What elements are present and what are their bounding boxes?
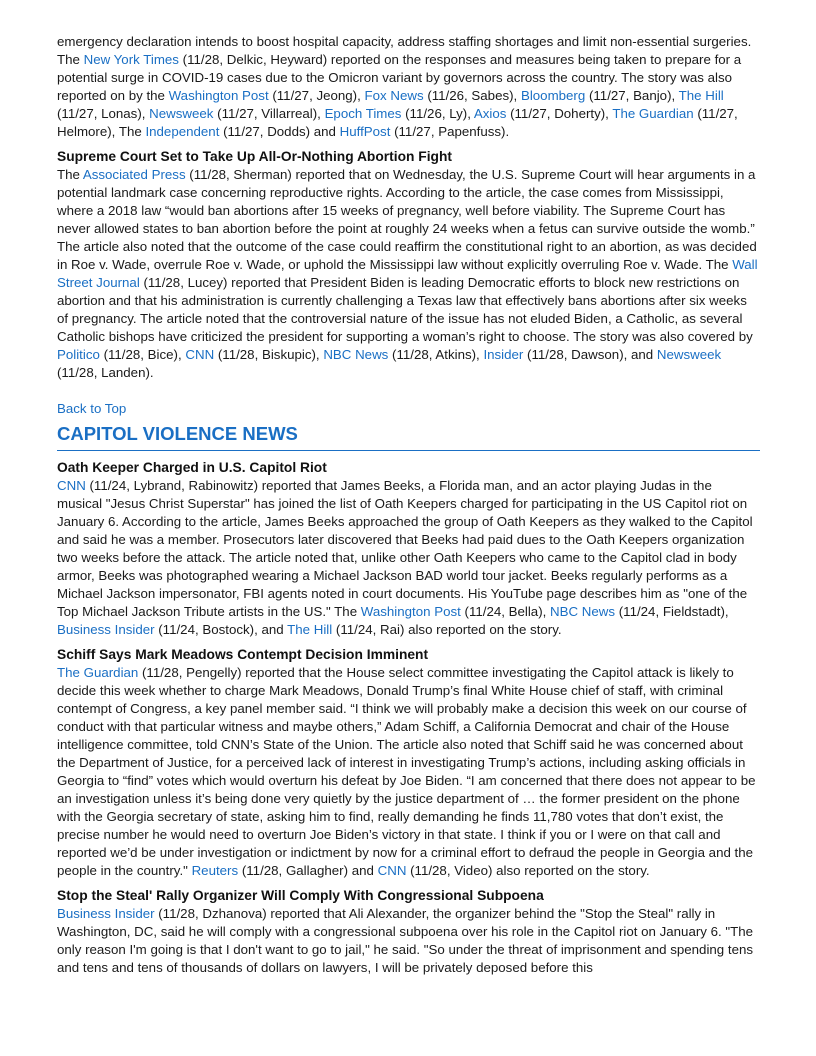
story-supreme-court <box>57 148 760 382</box>
link-cnn[interactable]: CNN <box>185 347 215 362</box>
story-stop-the-steal <box>57 887 760 977</box>
story-body: Business Insider (11/28, Dzhanova) reported that Ali Alexander, the organizer behind the "Stop the Steal" rally in Washington, DC, said he will comply with a congressional subpoena over his role in the Capitol riot on January 6. "The only reason I'm going is that I don't want to go to jail," he said. "So under the threat of imprisonment and spending tens and tens and tens of thousands of dollars on lawyers, I will be privately deposed before this <box>57 906 754 975</box>
story-heading: Schiff Says Mark Meadows Contempt Decision Imminent <box>57 647 429 662</box>
link-cnn[interactable]: CNN <box>377 863 407 878</box>
story-body: The Guardian (11/28, Pengelly) reported that the House select committee investigating the Capitol attack is likely to decide this week whether to charge Mark Meadows, Donald Trump’s final White House chief of staff, with criminal contempt of Congress, a key panel member said. “I think we will probably make a decision this week on our course of conduct with that particular witness and maybe others,” Adam Schiff, a California Democrat and chair of the House intelligence committee, told CNN’s State of the Union. The article also noted that Schiff said he was concerned about the Department of Justice, for a perceived lack of interest in investigating Trump’s actions, including asking officials in Georgia to “find” votes which would overturn his defeat by Joe Biden. “I am concerned that there does not appear to be an investigation unless it’s being done very quietly by the justice department of … the former president on the phone with the Georgia secretary of state, asking him to find, really demanding he finds 11,780 votes that don’t exist, the precise number he would need to overturn Joe Biden’s victory in that state. I think if you or I were on that call and reported we’d be under investigation or indictment by now for a criminal effort to defraud the people in Georgia and the people in the country." Reuters (11/28, Gallagher) and CNN (11/28, Video) also reported on the story. <box>57 665 756 878</box>
document-page <box>57 33 760 977</box>
link-politico[interactable]: Politico <box>57 347 100 362</box>
link-nbc-news[interactable]: NBC News <box>550 604 616 619</box>
story-heading: Stop the Steal' Rally Organizer Will Comply With Congressional Subpoena <box>57 888 544 903</box>
link-newsweek[interactable]: Newsweek <box>149 106 214 121</box>
link-huffpost[interactable]: HuffPost <box>339 124 391 139</box>
link-nbc-news[interactable]: NBC News <box>323 347 389 362</box>
link-newsweek[interactable]: Newsweek <box>656 347 722 362</box>
link-washington-post[interactable]: Washington Post <box>168 88 269 103</box>
link-wall-street-journal[interactable]: Wall Street Journal <box>57 257 758 290</box>
link-fox-news[interactable]: Fox News <box>364 88 424 103</box>
link-associated-press[interactable]: Associated Press <box>82 167 186 182</box>
link-new-york-times[interactable]: New York Times <box>83 52 179 67</box>
story-oath-keeper <box>57 459 760 639</box>
link-insider[interactable]: Insider <box>483 347 524 362</box>
story-body: The Associated Press (11/28, Sherman) reported that on Wednesday, the U.S. Supreme Court will hear arguments in a potential landmark case concerning reproductive rights. According to the article, the case comes from Mississippi, where a 2018 law “would ban abortions after 15 weeks of pregnancy, well before viability. The Supreme Court has never allowed states to ban abortion before the point at roughly 24 weeks when a fetus can survive outside the womb.” The article also noted that the outcome of the case could reaffirm the constitutional right to an abortion, as was decided in Roe v. Wade, overrule Roe v. Wade, or uphold the Mississippi law without explicitly overruling Roe v. Wade. The Wall Street Journal (11/28, Lucey) reported that President Biden is leading Democratic efforts to block new restrictions on abortion and that his administration is currently challenging a Texas law that effectively bans abortions after six weeks of pregnancy. The article noted that the controversial nature of the issue has not eluded Biden, a Catholic, as several Catholic bishops have criticized the president for supporting a woman’s right to choose. The story was also covered by Politico (11/28, Bice), CNN (11/28, Biskupic), NBC News (11/28, Atkins), Insider (11/28, Dawson), and Newsweek (11/28, Landen). <box>57 167 758 380</box>
link-cnn[interactable]: CNN <box>57 478 86 493</box>
link-independent[interactable]: Independent <box>145 124 220 139</box>
link-business-insider[interactable]: Business Insider <box>57 906 155 921</box>
link-epoch-times[interactable]: Epoch Times <box>324 106 402 121</box>
story-body: CNN (11/24, Lybrand, Rabinowitz) reported that James Beeks, a Florida man, and an actor playing Judas in the musical "Jesus Christ Superstar" has joined the list of Oath Keepers charged for participating in the US Capitol riot on January 6. According to the article, James Beeks approached the group of Oath Keepers as they walked to the Capitol and said he was a member. Prosecutors later discovered that Beeks had paid dues to the Oath Keepers organization two weeks before the attack. The article noted that, unlike other Oath Keepers who came to the Capitol clad in body armor, Beeks was photographed wearing a Michael Jackson BAD world tour jacket. Beeks regularly performs as a Michael Jackson impersonator, FBI agents noted in court documents. His YouTube page describes him as "one of the Top Michael Jackson Tribute artists in the US." The Washington Post (11/24, Bella), NBC News (11/24, Fieldstadt), Business Insider (11/24, Bostock), and The Hill (11/24, Rai) also reported on the story. <box>57 478 753 637</box>
story-schiff-meadows <box>57 646 760 880</box>
story-heading: Supreme Court Set to Take Up All-Or-Nothing Abortion Fight <box>57 149 452 164</box>
link-the-hill[interactable]: The Hill <box>287 622 333 637</box>
link-business-insider[interactable]: Business Insider <box>57 622 155 637</box>
link-axios[interactable]: Axios <box>473 106 507 121</box>
link-washington-post[interactable]: Washington Post <box>360 604 461 619</box>
link-reuters[interactable]: Reuters <box>191 863 239 878</box>
link-the-guardian[interactable]: The Guardian <box>612 106 694 121</box>
story-heading: Oath Keeper Charged in U.S. Capitol Riot <box>57 460 327 475</box>
intro-paragraph: emergency declaration intends to boost hospital capacity, address staffing shortages and limit non-essential surgeries. The New York Times (11/28, Delkic, Heyward) reported on the responses and measures being taken to prepare for a potential surge in COVID-19 cases due to the Omicron variant by governors across the country. The story was also reported on by the Washington Post (11/27, Jeong), Fox News (11/26, Sabes), Bloomberg (11/27, Banjo), The Hill (11/27, Lonas), Newsweek (11/27, Villarreal), Epoch Times (11/26, Ly), Axios (11/27, Doherty), The Guardian (11/27, Helmore), The Independent (11/27, Dodds) and HuffPost (11/27, Papenfuss). <box>57 34 752 139</box>
link-the-hill[interactable]: The Hill <box>678 88 724 103</box>
link-the-guardian[interactable]: The Guardian <box>57 665 139 680</box>
back-to-top <box>57 400 760 418</box>
back-to-top-link[interactable]: Back to Top <box>57 401 127 416</box>
section-heading: CAPITOL VIOLENCE NEWS <box>57 422 760 451</box>
link-bloomberg[interactable]: Bloomberg <box>520 88 586 103</box>
